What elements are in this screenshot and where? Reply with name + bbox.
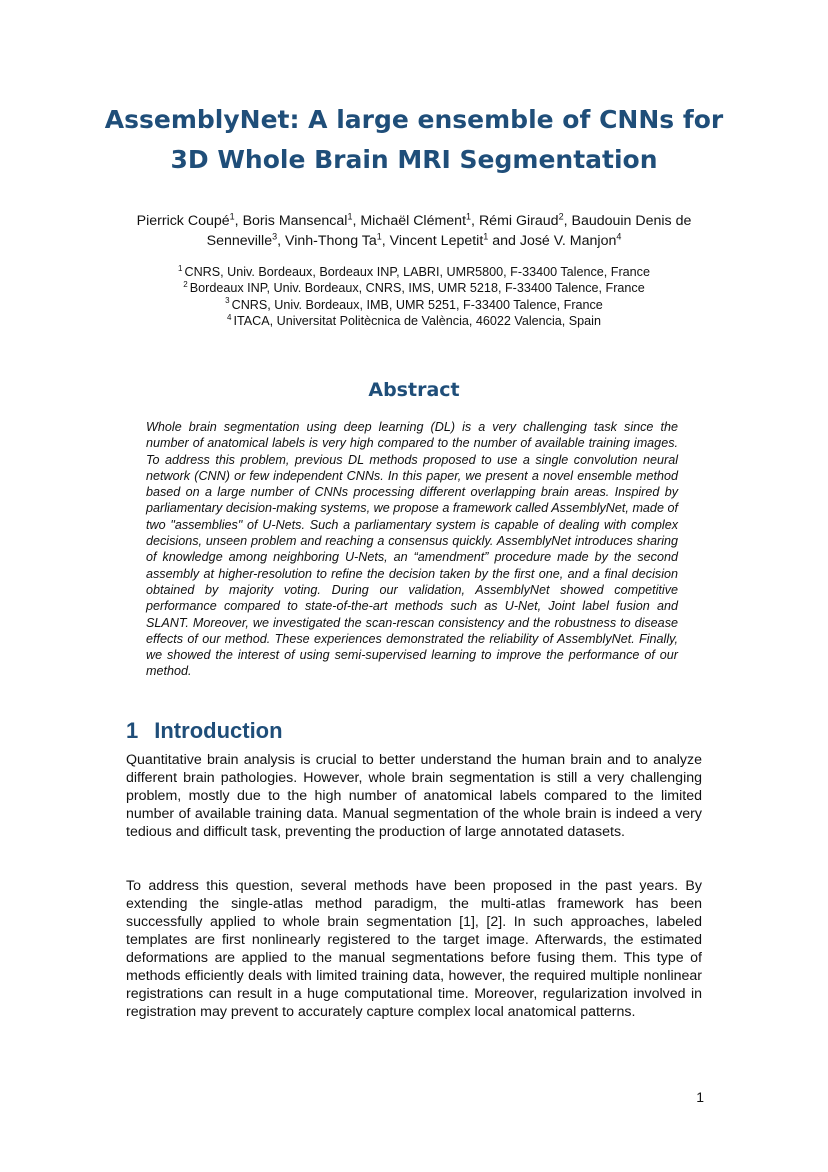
affiliation-text: CNRS, Univ. Bordeaux, Bordeaux INP, LABRI, UMR5800, F-33400 Talence, France: [184, 265, 650, 279]
body-paragraph: Quantitative brain analysis is crucial to better understand the human brain and to analyze different brain pathologies. However, whole brain segmentation is still a very challenging problem, mostly due to the high number of anatomical labels compared to the limited number of available training data. Manual segmentation of the whole brain is indeed a very tedious and difficult task, preventing the production of large annotated datasets.: [126, 752, 702, 840]
affiliation-mark: 3: [225, 296, 230, 306]
author-affiliation-mark: 2: [558, 211, 564, 222]
abstract-heading: Abstract: [368, 379, 460, 401]
page-number: 1: [696, 1089, 704, 1105]
author-affiliation-mark: 3: [272, 231, 278, 242]
affiliation: [110, 280, 718, 296]
body-paragraph: To address this question, several methods have been proposed in the past years. By extending the single-atlas method paradigm, the multi-atlas framework has been successfully applied to whole brain segmentation [1], [2]. In such approaches, labeled templates are first nonlinearly registered to the target image. Afterwards, the estimated deformations are applied to the manual segmentations before fusing them. This type of methods efficiently deals with limited training data, however, the required multiple nonlinear registrations can result in a huge computational time. Moreover, regularization involved in registration may prevent to accurately capture complex local anatomical patterns.: [126, 878, 702, 1020]
affiliation-text: ITACA, Universitat Politècnica de València, 46022 Valencia, Spain: [233, 313, 601, 328]
author-name: Vincent Lepetit: [389, 233, 484, 249]
author-separator: ,: [352, 213, 361, 229]
affiliation-mark: 2: [183, 280, 188, 290]
paper-title: [100, 100, 728, 180]
author-separator: ,: [563, 213, 572, 229]
section-number: 1: [126, 718, 139, 743]
author-name: Vinh-Thong Ta: [285, 233, 377, 249]
affiliation: [110, 313, 718, 329]
author-affiliation-mark: 1: [376, 231, 382, 242]
paper-title-line-2: 3D Whole Brain MRI Segmentation: [170, 145, 658, 174]
author-name: Pierrick Coupé: [136, 213, 230, 229]
affiliation-text: Bordeaux INP, Univ. Bordeaux, CNRS, IMS, UMR 5218, F-33400 Talence, France: [189, 281, 645, 296]
author-separator: ,: [277, 233, 285, 249]
author-separator: ,: [234, 213, 243, 229]
affiliation-mark: 4: [227, 312, 232, 322]
affiliation-list: [110, 264, 718, 329]
author-affiliation-mark: 1: [347, 211, 353, 222]
affiliation: [110, 297, 718, 313]
affiliation-mark: 1: [178, 263, 183, 273]
author-affiliation-mark: 1: [483, 231, 489, 242]
author-name: Baudouin Denis de Senneville: [206, 213, 692, 249]
author-name: Michaël Clément: [360, 213, 467, 229]
affiliation-text: CNRS, Univ. Bordeaux, IMB, UMR 5251, F-33400 Talence, France: [231, 297, 603, 312]
author-affiliation-mark: 1: [466, 211, 472, 222]
author-name: José V. Manjon: [519, 233, 617, 249]
abstract-text: Whole brain segmentation using deep learning (DL) is a very challenging task since the number of anatomical labels is very high compared to the number of available training images. To address this problem, previous DL methods proposed to use a single convolution neural network (CNN) or few independent CNNs. In this paper, we present a novel ensemble method based on a large number of CNNs processing different overlapping brain areas. Inspired by parliamentary decision-making systems, we propose a framework called AssemblyNet, made of two "assemblies" of U-Nets. Such a parliamentary system is capable of dealing with complex decisions, unseen problem and reaching a consensus quickly. AssemblyNet introduces sharing of knowledge among neighboring U-Nets, an “amendment” procedure made by the second assembly at higher-resolution to refine the decision taken by the first one, and a final decision obtained by majority voting. During our validation, AssemblyNet showed competitive performance compared to state-of-the-art methods such as U-Net, Joint label fusion and SLANT. Moreover, we investigated the scan-rescan consistency and the robustness to disease effects of our method. These experiences demonstrated the reliability of AssemblyNet. Finally, we showed the interest of using semi-supervised learning to improve the performance of our method.: [146, 420, 678, 679]
affiliation: [110, 264, 718, 280]
section-heading: [126, 716, 726, 746]
author-list: [110, 211, 718, 251]
author-separator: ,: [471, 213, 479, 229]
author-affiliation-mark: 4: [616, 231, 622, 242]
author-name: Rémi Giraud: [478, 213, 559, 229]
author-separator: ,: [381, 233, 390, 249]
author-name: Boris Mansencal: [242, 213, 348, 229]
paper-title-line-1: AssemblyNet: A large ensemble of CNNs for: [104, 105, 724, 134]
author-separator: and: [488, 233, 520, 249]
section-title: Introduction: [154, 718, 283, 743]
author-affiliation-mark: 1: [229, 211, 235, 222]
